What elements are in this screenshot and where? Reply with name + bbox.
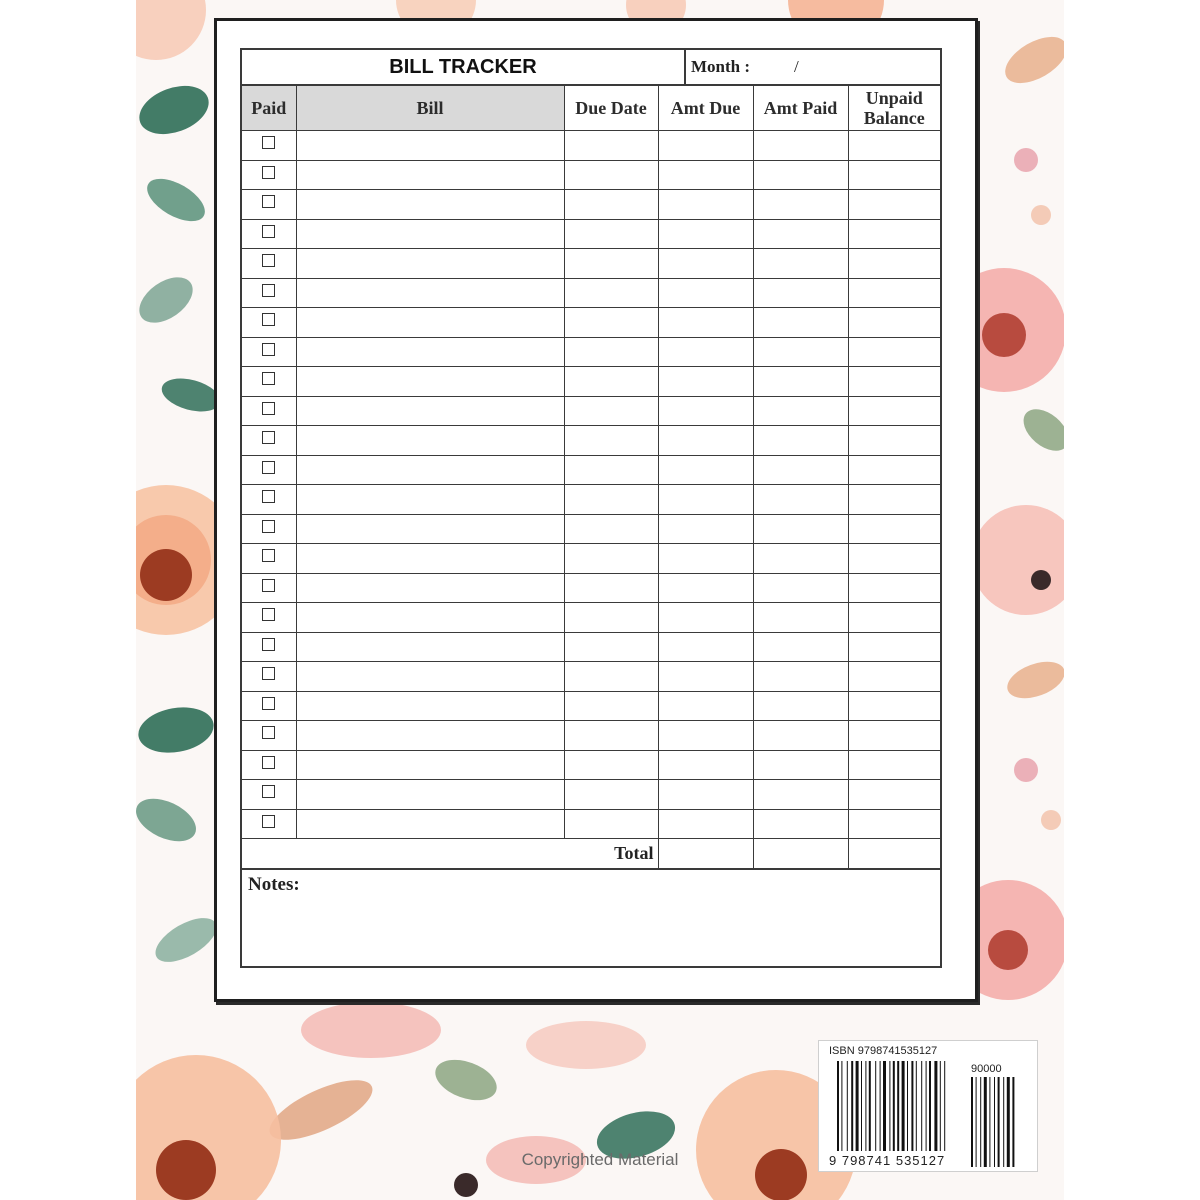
amt-paid-cell[interactable] <box>753 721 848 751</box>
paid-cell[interactable] <box>242 780 296 810</box>
bill-cell[interactable] <box>296 662 564 692</box>
due-date-cell[interactable] <box>564 514 658 544</box>
due-date-cell[interactable] <box>564 278 658 308</box>
amt-paid-cell[interactable] <box>753 632 848 662</box>
paid-checkbox[interactable] <box>262 726 275 739</box>
amt-paid-cell[interactable] <box>753 160 848 190</box>
due-date-cell[interactable] <box>564 337 658 367</box>
unpaid-balance-cell[interactable] <box>848 809 940 839</box>
amt-paid-cell[interactable] <box>753 131 848 161</box>
paid-cell[interactable] <box>242 278 296 308</box>
due-date-cell[interactable] <box>564 485 658 515</box>
bill-cell[interactable] <box>296 160 564 190</box>
barcode-bar <box>841 1061 842 1151</box>
due-date-cell[interactable] <box>564 721 658 751</box>
amt-paid-cell[interactable] <box>753 750 848 780</box>
bill-cell[interactable] <box>296 337 564 367</box>
paid-cell[interactable] <box>242 455 296 485</box>
paid-cell[interactable] <box>242 573 296 603</box>
amt-due-cell[interactable] <box>658 396 753 426</box>
amt-due-cell[interactable] <box>658 662 753 692</box>
bill-row <box>242 485 940 515</box>
due-date-cell[interactable] <box>564 780 658 810</box>
due-date-cell[interactable] <box>564 131 658 161</box>
col-header-amt-paid: Amt Paid <box>753 86 848 131</box>
amt-paid-cell[interactable] <box>753 485 848 515</box>
bill-row <box>242 809 940 839</box>
barcode-bar <box>911 1061 913 1151</box>
paid-checkbox[interactable] <box>262 284 275 297</box>
notes-label: Notes: <box>248 873 300 895</box>
paid-checkbox[interactable] <box>262 372 275 385</box>
col-header-unpaid-balance: Unpaid Balance <box>848 86 940 131</box>
bill-row <box>242 750 940 780</box>
barcode-bar <box>907 1061 908 1151</box>
tracker-title: BILL TRACKER <box>242 50 686 84</box>
total-amt-due-cell[interactable] <box>658 839 753 869</box>
unpaid-balance-cell[interactable] <box>848 426 940 456</box>
title-row <box>242 50 940 86</box>
paid-checkbox[interactable] <box>262 313 275 326</box>
bill-cell[interactable] <box>296 190 564 220</box>
paid-cell[interactable] <box>242 337 296 367</box>
amt-due-cell[interactable] <box>658 426 753 456</box>
bill-row <box>242 160 940 190</box>
unpaid-balance-cell[interactable] <box>848 308 940 338</box>
bill-row <box>242 337 940 367</box>
bill-row <box>242 721 940 751</box>
bill-cell[interactable] <box>296 278 564 308</box>
unpaid-balance-cell[interactable] <box>848 278 940 308</box>
bill-cell[interactable] <box>296 632 564 662</box>
barcode-digits: 9 798741 535127 <box>829 1153 946 1168</box>
bill-cell[interactable] <box>296 396 564 426</box>
amt-paid-cell[interactable] <box>753 426 848 456</box>
bill-row <box>242 514 940 544</box>
barcode-bar <box>851 1061 853 1151</box>
bill-tracker-table <box>240 48 942 968</box>
amt-paid-cell[interactable] <box>753 573 848 603</box>
amt-due-cell[interactable] <box>658 190 753 220</box>
month-field[interactable] <box>686 50 940 84</box>
bill-cell[interactable] <box>296 485 564 515</box>
due-date-cell[interactable] <box>564 190 658 220</box>
barcode-bar <box>837 1061 839 1151</box>
header-row <box>242 86 940 131</box>
unpaid-balance-cell[interactable] <box>848 337 940 367</box>
bill-cell[interactable] <box>296 249 564 279</box>
bill-cell[interactable] <box>296 455 564 485</box>
paid-checkbox[interactable] <box>262 667 275 680</box>
amt-paid-cell[interactable] <box>753 308 848 338</box>
due-date-cell[interactable] <box>564 750 658 780</box>
amt-paid-cell[interactable] <box>753 337 848 367</box>
paid-checkbox[interactable] <box>262 136 275 149</box>
paid-cell[interactable] <box>242 809 296 839</box>
bill-cell[interactable] <box>296 426 564 456</box>
paid-checkbox[interactable] <box>262 343 275 356</box>
unpaid-balance-cell[interactable] <box>848 750 940 780</box>
due-date-cell[interactable] <box>564 809 658 839</box>
unpaid-balance-cell[interactable] <box>848 721 940 751</box>
unpaid-balance-cell[interactable] <box>848 249 940 279</box>
due-date-cell[interactable] <box>564 691 658 721</box>
barcode-bar <box>856 1061 859 1151</box>
unpaid-balance-cell[interactable] <box>848 780 940 810</box>
paid-cell[interactable] <box>242 750 296 780</box>
paid-cell[interactable] <box>242 308 296 338</box>
amt-paid-cell[interactable] <box>753 544 848 574</box>
bill-cell[interactable] <box>296 544 564 574</box>
amt-paid-cell[interactable] <box>753 367 848 397</box>
barcode-bar <box>897 1061 899 1151</box>
bill-row <box>242 426 940 456</box>
barcode-bar <box>875 1061 876 1151</box>
barcode-bar <box>929 1061 931 1151</box>
due-date-cell[interactable] <box>564 219 658 249</box>
amt-due-cell[interactable] <box>658 160 753 190</box>
amt-due-cell[interactable] <box>658 308 753 338</box>
amt-due-cell[interactable] <box>658 721 753 751</box>
bill-row <box>242 662 940 692</box>
paid-checkbox[interactable] <box>262 638 275 651</box>
notes-area[interactable] <box>242 869 940 966</box>
bill-row <box>242 396 940 426</box>
due-date-cell[interactable] <box>564 632 658 662</box>
paid-checkbox[interactable] <box>262 608 275 621</box>
due-date-cell[interactable] <box>564 249 658 279</box>
amt-due-cell[interactable] <box>658 691 753 721</box>
paid-checkbox[interactable] <box>262 785 275 798</box>
bill-cell[interactable] <box>296 809 564 839</box>
due-date-cell[interactable] <box>564 662 658 692</box>
due-date-cell[interactable] <box>564 426 658 456</box>
amt-due-cell[interactable] <box>658 603 753 633</box>
due-date-cell[interactable] <box>564 573 658 603</box>
amt-paid-cell[interactable] <box>753 662 848 692</box>
unpaid-balance-cell[interactable] <box>848 455 940 485</box>
due-date-cell[interactable] <box>564 396 658 426</box>
total-unpaid-balance-cell[interactable] <box>848 839 940 869</box>
bill-cell[interactable] <box>296 308 564 338</box>
total-amt-paid-cell[interactable] <box>753 839 848 869</box>
barcode-bar <box>940 1061 941 1151</box>
amt-due-cell[interactable] <box>658 780 753 810</box>
paid-checkbox[interactable] <box>262 431 275 444</box>
unpaid-balance-cell[interactable] <box>848 603 940 633</box>
bill-cell[interactable] <box>296 219 564 249</box>
paid-cell[interactable] <box>242 249 296 279</box>
paid-checkbox[interactable] <box>262 461 275 474</box>
barcode-bar <box>944 1061 945 1151</box>
paid-checkbox[interactable] <box>262 225 275 238</box>
copyright-notice-bottom: Copyrighted Material <box>521 1150 679 1169</box>
paid-checkbox[interactable] <box>262 195 275 208</box>
paid-cell[interactable] <box>242 721 296 751</box>
paid-cell[interactable] <box>242 426 296 456</box>
paid-cell[interactable] <box>242 691 296 721</box>
month-label: Month : <box>691 57 751 76</box>
amt-paid-cell[interactable] <box>753 278 848 308</box>
bill-cell[interactable] <box>296 131 564 161</box>
paid-checkbox[interactable] <box>262 815 275 828</box>
due-date-cell[interactable] <box>564 603 658 633</box>
amt-paid-cell[interactable] <box>753 455 848 485</box>
unpaid-balance-cell[interactable] <box>848 160 940 190</box>
barcode-bar <box>880 1061 881 1151</box>
paid-checkbox[interactable] <box>262 166 275 179</box>
price-code: 90000 <box>971 1063 1002 1075</box>
barcode-bar <box>865 1061 866 1151</box>
due-date-cell[interactable] <box>564 308 658 338</box>
amt-paid-cell[interactable] <box>753 190 848 220</box>
amt-paid-cell[interactable] <box>753 780 848 810</box>
col-header-amt-due: Amt Due <box>658 86 753 131</box>
bill-cell[interactable] <box>296 367 564 397</box>
unpaid-balance-cell[interactable] <box>848 662 940 692</box>
due-date-cell[interactable] <box>564 160 658 190</box>
bill-row <box>242 603 940 633</box>
paid-checkbox[interactable] <box>262 520 275 533</box>
amt-due-cell[interactable] <box>658 632 753 662</box>
barcode-bar <box>902 1061 905 1151</box>
unpaid-balance-cell[interactable] <box>848 691 940 721</box>
paid-checkbox[interactable] <box>262 549 275 562</box>
paid-cell[interactable] <box>242 219 296 249</box>
bill-row <box>242 190 940 220</box>
bill-cell[interactable] <box>296 780 564 810</box>
col-header-paid: Paid <box>242 86 296 131</box>
col-header-bill: Bill <box>296 86 564 131</box>
unpaid-balance-cell[interactable] <box>848 131 940 161</box>
amt-due-cell[interactable] <box>658 337 753 367</box>
amt-paid-cell[interactable] <box>753 219 848 249</box>
total-row <box>242 839 940 869</box>
paid-cell[interactable] <box>242 160 296 190</box>
isbn-number: ISBN 9798741535127 <box>829 1045 938 1057</box>
barcode-bar <box>847 1061 848 1151</box>
unpaid-balance-cell[interactable] <box>848 514 940 544</box>
unpaid-balance-cell[interactable] <box>848 632 940 662</box>
month-separator: / <box>794 57 799 76</box>
bill-row <box>242 278 940 308</box>
unpaid-balance-cell[interactable] <box>848 544 940 574</box>
amt-due-cell[interactable] <box>658 131 753 161</box>
paid-cell[interactable] <box>242 662 296 692</box>
bill-row <box>242 308 940 338</box>
paid-checkbox[interactable] <box>262 254 275 267</box>
bill-row <box>242 573 940 603</box>
due-date-cell[interactable] <box>564 455 658 485</box>
unpaid-balance-cell[interactable] <box>848 485 940 515</box>
bill-row <box>242 455 940 485</box>
unpaid-balance-cell[interactable] <box>848 396 940 426</box>
bill-cell[interactable] <box>296 691 564 721</box>
bills-grid <box>242 86 940 869</box>
bill-row <box>242 780 940 810</box>
barcode-bar <box>934 1061 937 1151</box>
bill-row <box>242 632 940 662</box>
paid-cell[interactable] <box>242 514 296 544</box>
paid-cell[interactable] <box>242 131 296 161</box>
unpaid-balance-cell[interactable] <box>848 190 940 220</box>
bill-cell[interactable] <box>296 603 564 633</box>
amt-due-cell[interactable] <box>658 544 753 574</box>
unpaid-balance-cell[interactable] <box>848 573 940 603</box>
amt-due-cell[interactable] <box>658 278 753 308</box>
paid-cell[interactable] <box>242 603 296 633</box>
amt-paid-cell[interactable] <box>753 691 848 721</box>
barcode-bar <box>889 1061 890 1151</box>
bill-row <box>242 544 940 574</box>
bill-rows <box>242 131 940 839</box>
amt-due-cell[interactable] <box>658 455 753 485</box>
barcode-bar <box>861 1061 862 1151</box>
paid-cell[interactable] <box>242 396 296 426</box>
amt-due-cell[interactable] <box>658 750 753 780</box>
bill-row <box>242 219 940 249</box>
amt-paid-cell[interactable] <box>753 514 848 544</box>
amt-due-cell[interactable] <box>658 809 753 839</box>
paid-cell[interactable] <box>242 190 296 220</box>
amt-due-cell[interactable] <box>658 249 753 279</box>
barcode-bar <box>921 1061 922 1151</box>
paid-checkbox[interactable] <box>262 756 275 769</box>
bill-cell[interactable] <box>296 721 564 751</box>
barcode-bar <box>916 1061 917 1151</box>
unpaid-balance-cell[interactable] <box>848 219 940 249</box>
due-date-cell[interactable] <box>564 544 658 574</box>
paid-checkbox[interactable] <box>262 579 275 592</box>
bill-row <box>242 131 940 161</box>
amt-due-cell[interactable] <box>658 367 753 397</box>
bill-cell[interactable] <box>296 573 564 603</box>
unpaid-balance-cell[interactable] <box>848 367 940 397</box>
bill-cell[interactable] <box>296 750 564 780</box>
amt-paid-cell[interactable] <box>753 249 848 279</box>
amt-due-cell[interactable] <box>658 485 753 515</box>
bill-row <box>242 367 940 397</box>
amt-paid-cell[interactable] <box>753 809 848 839</box>
bill-row <box>242 691 940 721</box>
amt-due-cell[interactable] <box>658 573 753 603</box>
amt-due-cell[interactable] <box>658 514 753 544</box>
col-header-due-date: Due Date <box>564 86 658 131</box>
due-date-cell[interactable] <box>564 367 658 397</box>
barcode-bar <box>869 1061 871 1151</box>
barcode-bar <box>883 1061 886 1151</box>
barcode-bar <box>926 1061 927 1151</box>
paid-checkbox[interactable] <box>262 490 275 503</box>
paid-checkbox[interactable] <box>262 402 275 415</box>
paid-cell[interactable] <box>242 367 296 397</box>
bill-cell[interactable] <box>296 514 564 544</box>
amt-paid-cell[interactable] <box>753 603 848 633</box>
paid-cell[interactable] <box>242 544 296 574</box>
amt-paid-cell[interactable] <box>753 396 848 426</box>
paid-checkbox[interactable] <box>262 697 275 710</box>
amt-due-cell[interactable] <box>658 219 753 249</box>
total-label: Total <box>242 839 658 869</box>
paid-cell[interactable] <box>242 485 296 515</box>
paid-cell[interactable] <box>242 632 296 662</box>
barcode-bar <box>893 1061 895 1151</box>
bill-row <box>242 249 940 279</box>
